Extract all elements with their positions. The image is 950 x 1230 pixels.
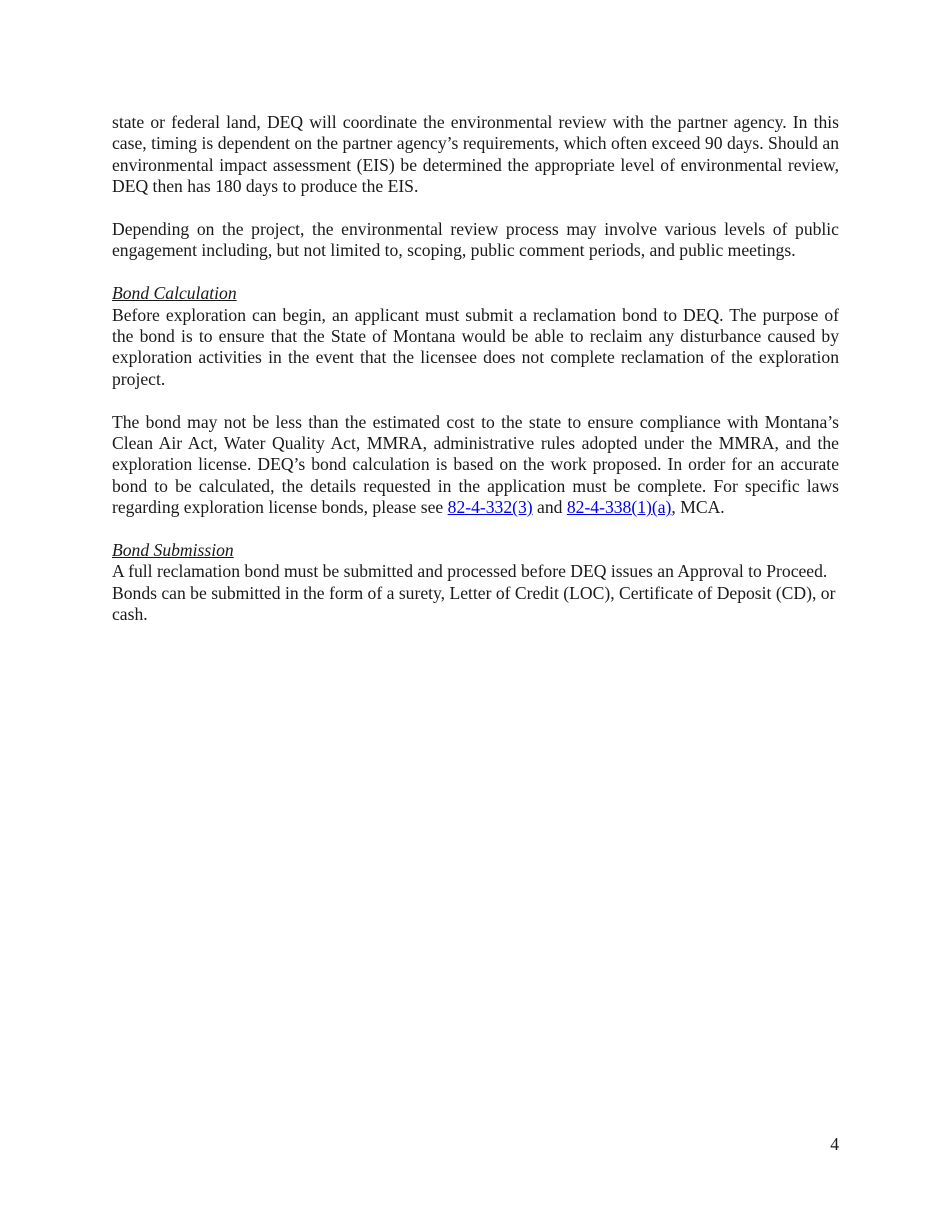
law-link-82-4-338[interactable]: 82-4-338(1)(a) (566, 497, 672, 518)
public-engagement-paragraph: Depending on the project, the environmental review process may involve various levels of public engagement including, but not limited to, scoping, public comment periods, and public meetings. (112, 219, 839, 261)
bond-submission-paragraph: A full reclamation bond must be submitted and processed before DEQ issues an Approval to Proceed. Bonds can be submitted in the form of a surety, Letter of Credit (LOC), Certificate of Deposit (CD), or cash. (112, 561, 836, 625)
paragraph-spacer (112, 198, 839, 219)
bond-purpose-paragraph: Before exploration can begin, an applicant must submit a reclamation bond to DEQ. The purpose of the bond is to ensure that the State of Montana would be able to reclaim any disturbance caused by exploration activities in the event that the licensee does not complete reclamation of the exploration project. (112, 304, 839, 389)
bond-calculation-heading: Bond Calculation (112, 283, 237, 304)
bond-amount-conjunction: and (532, 497, 567, 518)
page-body (112, 112, 839, 626)
law-link-82-4-332[interactable]: 82-4-332(3) (447, 497, 533, 518)
bond-submission-heading: Bond Submission (112, 540, 234, 561)
bond-amount-paragraph (112, 412, 839, 519)
bond-amount-suffix: , MCA. (671, 497, 725, 518)
paragraph-spacer (112, 390, 839, 411)
paragraph-spacer (112, 519, 839, 540)
page-number: 4 (830, 1134, 839, 1154)
environmental-review-paragraph: state or federal land, DEQ will coordinate the environmental review with the partner agency. In this case, timing is dependent on the partner agency’s requirements, which often exceed 90 days. Should an environmental impact assessment (EIS) be determined the appropriate level of environmental review, DEQ then has 180 days to produce the EIS. (112, 112, 839, 197)
bond-amount-text: The bond may not be less than the estimated cost to the state to ensure compliance with Montana’s Clean Air Act, Water Quality Act, MMRA, administrative rules adopted under the MMRA, and the exploration license. DEQ’s bond calculation is based on the work proposed. In order for an accurate bond to be calculated, the details requested in the application must be complete. For specific laws regarding exploration license bonds, please see (112, 411, 839, 518)
paragraph-spacer (112, 262, 839, 283)
